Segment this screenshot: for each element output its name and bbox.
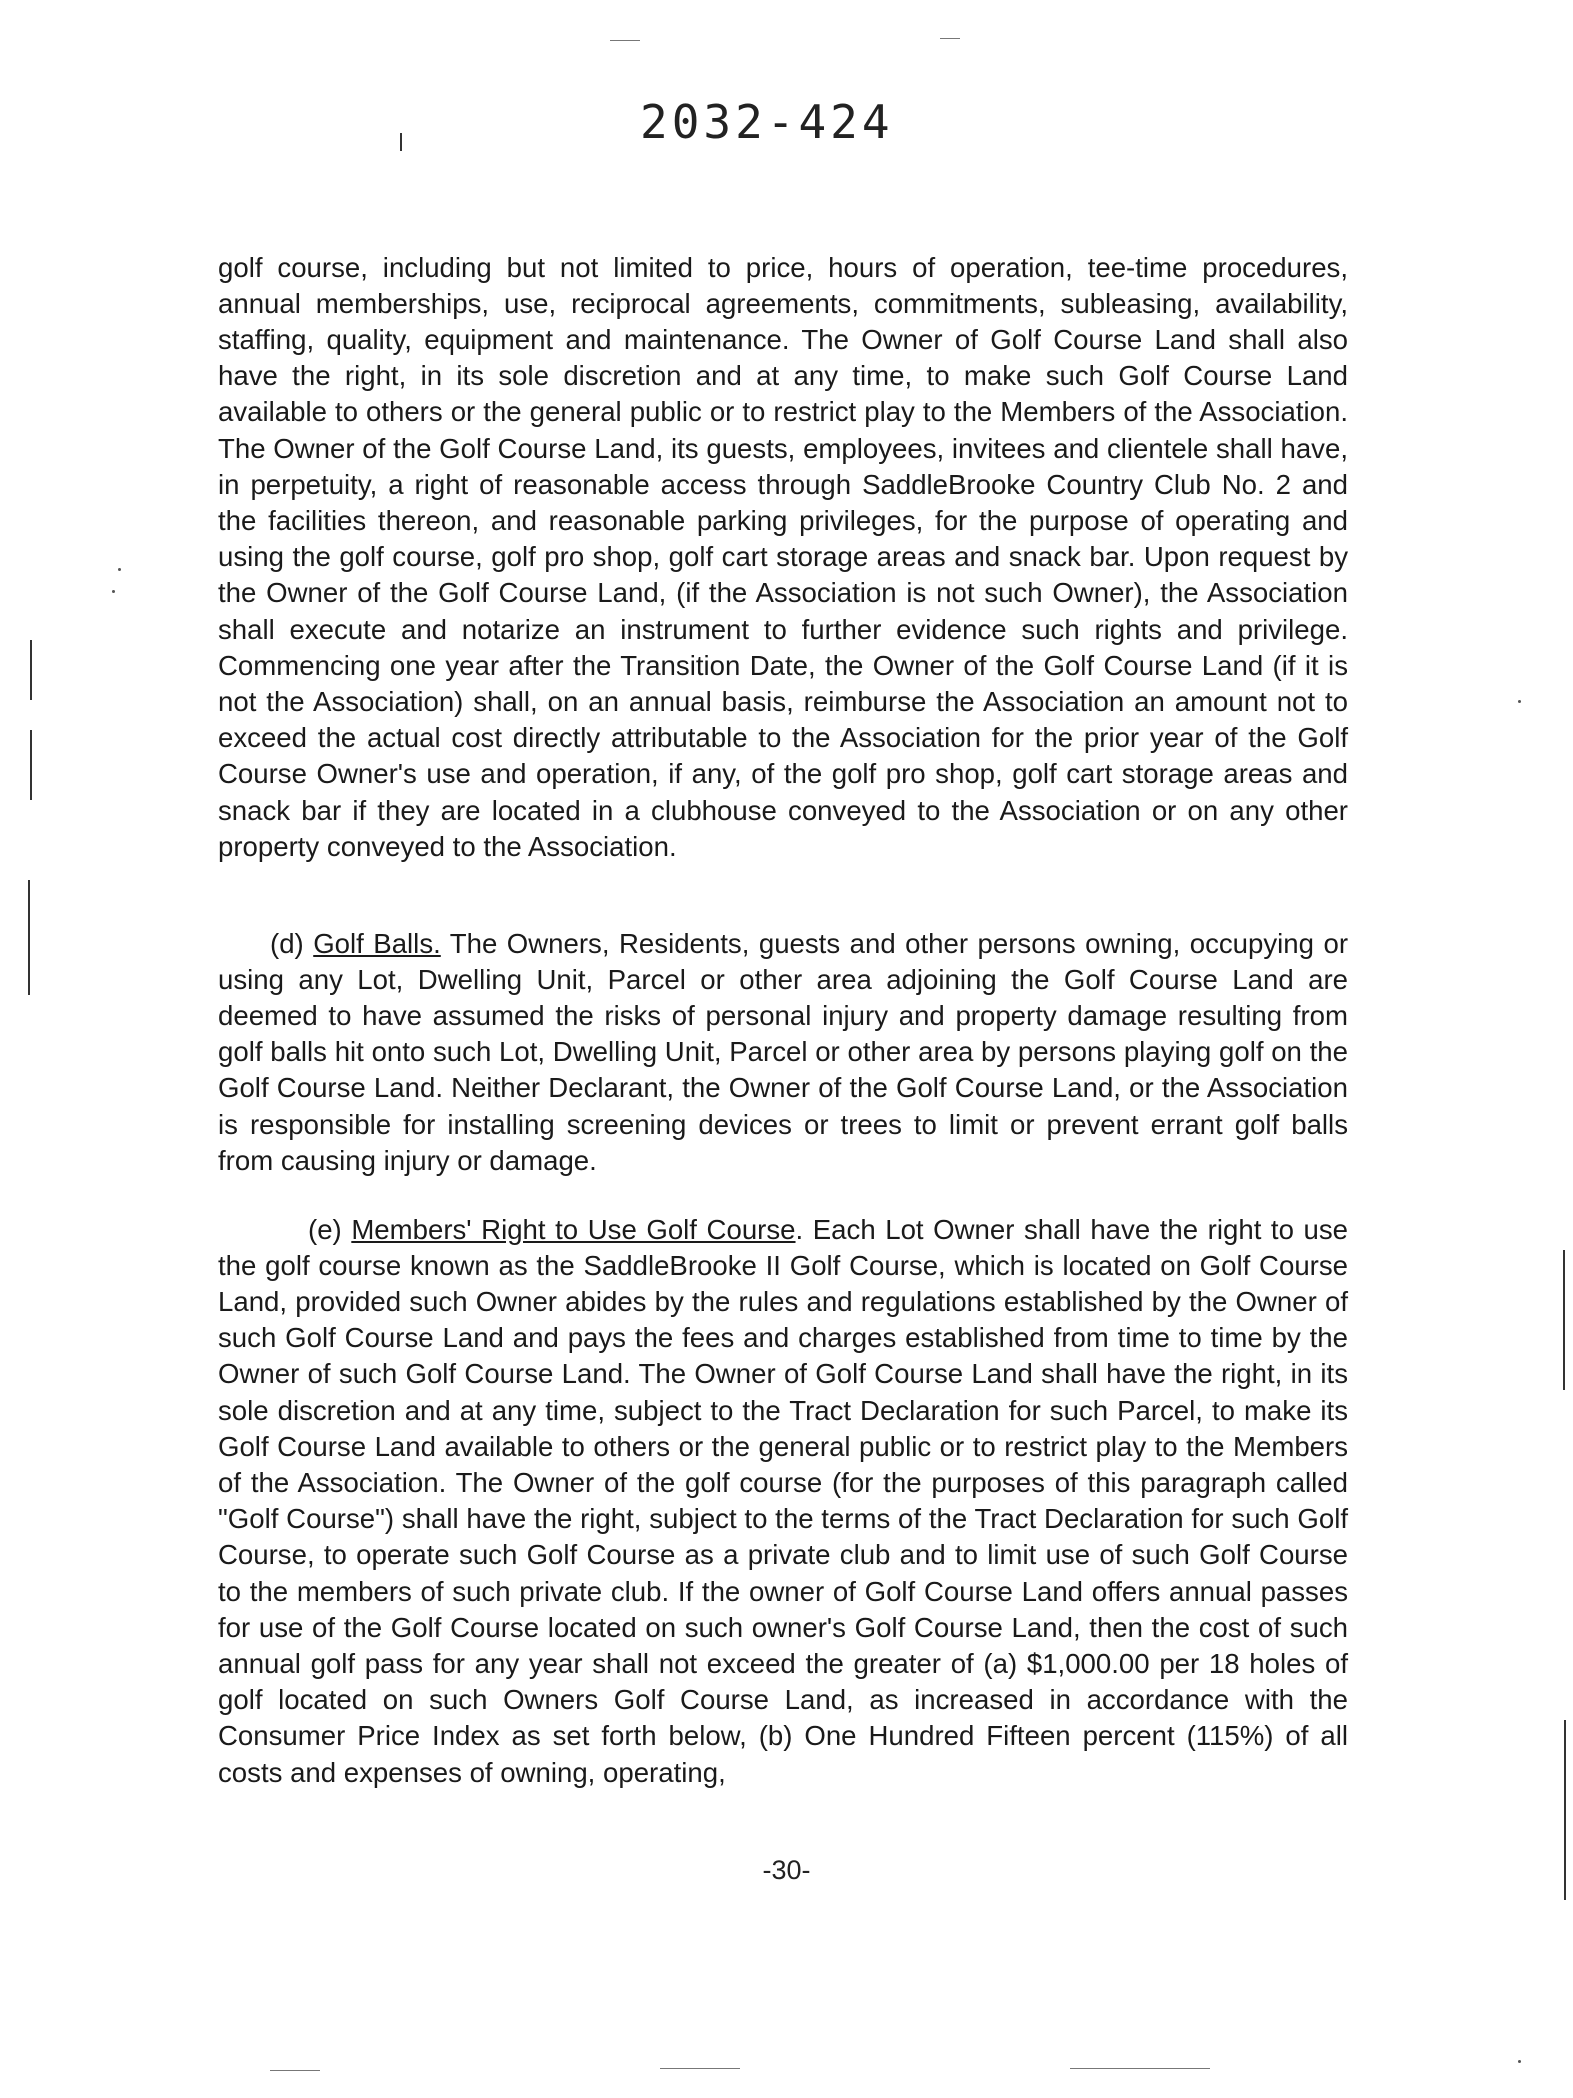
scan-mark bbox=[112, 590, 115, 593]
document-number: 2032-424 bbox=[640, 95, 894, 149]
section-heading: Golf Balls. bbox=[313, 927, 441, 959]
scan-mark bbox=[940, 38, 960, 39]
page-number: -30- bbox=[762, 1855, 811, 1885]
scan-mark bbox=[270, 2070, 320, 2071]
scan-mark bbox=[28, 880, 30, 995]
scan-mark bbox=[400, 133, 402, 151]
scan-mark bbox=[30, 730, 32, 800]
scan-mark bbox=[30, 640, 32, 700]
scan-mark bbox=[660, 2068, 740, 2069]
paragraph-text: Each Lot Owner shall have the right to use the golf course known as the SaddleBrooke II Golf Course, which is located on Golf Course Land, provided such Owner abides by the rules and regulations established by the Owner of such Golf Course Land and pays the fees and charges established from time to time by the Owner of such Golf Course Land. The Owner of Golf Course Land shall have the right, in its sole discretion and at any time, subject to the Tract Declaration for such Parcel, to make its Golf Course Land available to others or the general public or to restrict play to the Members of the Association. The Owner of the golf course (for the purposes of this paragraph called "Golf Course") shall have the right, subject to the terms of the Tract Declaration for such Golf Course, to operate such Golf Course as a private club and to limit use of such Golf Course to the members of such private club. If the owner of Golf Course Land offers annual passes for use of the Golf Course located on such owner's Golf Course Land, then the cost of such annual golf pass for any year shall not exceed the greater of (a) $1,000.00 per 18 holes of golf located on such Owners Golf Course Land, as increased in accordance with the Consumer Price Index as set forth below, (b) One Hundred Fifteen percent (115%) of all costs and expenses of owning, operating, bbox=[218, 1213, 1349, 1788]
paragraph-text: The Owners, Residents, guests and other persons owning, occupying or using any Lot, Dwelling Unit, Parcel or other area adjoining the Golf Course Land are deemed to have assumed the risks of personal injury and property damage resulting from golf balls hit onto such Lot, Dwelling Unit, Parcel or other area by persons playing golf on the Golf Course Land. Neither Declarant, the Owner of the Golf Course Land, or the Association is responsible for installing screening devices or trees to limit or prevent errant golf balls from causing injury or damage. bbox=[218, 927, 1349, 1176]
scan-mark bbox=[1563, 1250, 1565, 1390]
scan-mark bbox=[610, 40, 640, 41]
scan-mark bbox=[118, 568, 121, 571]
paragraph-label: (e) bbox=[308, 1213, 342, 1245]
paragraph-golf-balls bbox=[218, 926, 1348, 1179]
scan-mark bbox=[1070, 2068, 1210, 2069]
scan-mark bbox=[1518, 2060, 1521, 2063]
scan-mark bbox=[1518, 700, 1521, 703]
paragraph-continuation: golf course, including but not limited to price, hours of operation, tee-time procedures, annual memberships, use, reciprocal agreements, commitments, subleasing, availability, staffing, quality, equipment and maintenance. The Owner of Golf Course Land shall also have the right, in its sole discretion and at any time, to make such Golf Course Land available to others or the general public or to restrict play to the Members of the Association. The Owner of the Golf Course Land, its guests, employees, invitees and clientele shall have, in perpetuity, a right of reasonable access through SaddleBrooke Country Club No. 2 and the facilities thereon, and reasonable parking privileges, for the purpose of operating and using the golf course, golf pro shop, golf cart storage areas and snack bar. Upon request by the Owner of the Golf Course Land, (if the Association is not such Owner), the Association shall execute and notarize an instrument to further evidence such rights and privilege. Commencing one year after the Transition Date, the Owner of the Golf Course Land (if it is not the Association) shall, on an annual basis, reimburse the Association an amount not to exceed the actual cost directly attributable to the Association for the prior year of the Golf Course Owner's use and operation, if any, of the golf pro shop, golf cart storage areas and snack bar if they are located in a clubhouse conveyed to the Association or on any other property conveyed to the Association. bbox=[218, 251, 1348, 862]
section-heading: Members' Right to Use Golf Course bbox=[351, 1213, 796, 1245]
paragraph-label: (d) bbox=[270, 927, 304, 959]
paragraph-members-right: (e) Members' Right to Use Golf Course. Each Lot Owner shall have the right to use the golf course known as the SaddleBrooke II Golf Course, which is located on Golf Course Land, provided such Owner abides by the rules and regulations established by the Owner of such Golf Course Land and pays the fees and charges established from time to time by the Owner of such Golf Course Land. The Owner of Golf Course Land shall have the right, in its sole discretion and at any time, subject to the Tract Declaration for such Parcel, to make its Golf Course Land available to others or the general public or to restrict play to the Members of the Association. The Owner of the golf course (for the purposes of this paragraph called "Golf Course") shall have the right, subject to the terms of the Tract Declaration for such Golf Course, to operate such Golf Course as a private club and to limit use of such Golf Course to the members of such private club. If the owner of Golf Course Land offers annual passes for use of the Golf Course located on such owner's Golf Course Land, then the cost of such annual golf pass for any year shall not exceed the greater of (a) $1,000.00 per 18 holes of golf located on such Owners Golf Course Land, as increased in accordance with the Consumer Price Index as set forth below, (b) One Hundred Fifteen percent (115%) of all costs and expenses of owning, operating, bbox=[218, 1213, 1349, 1788]
